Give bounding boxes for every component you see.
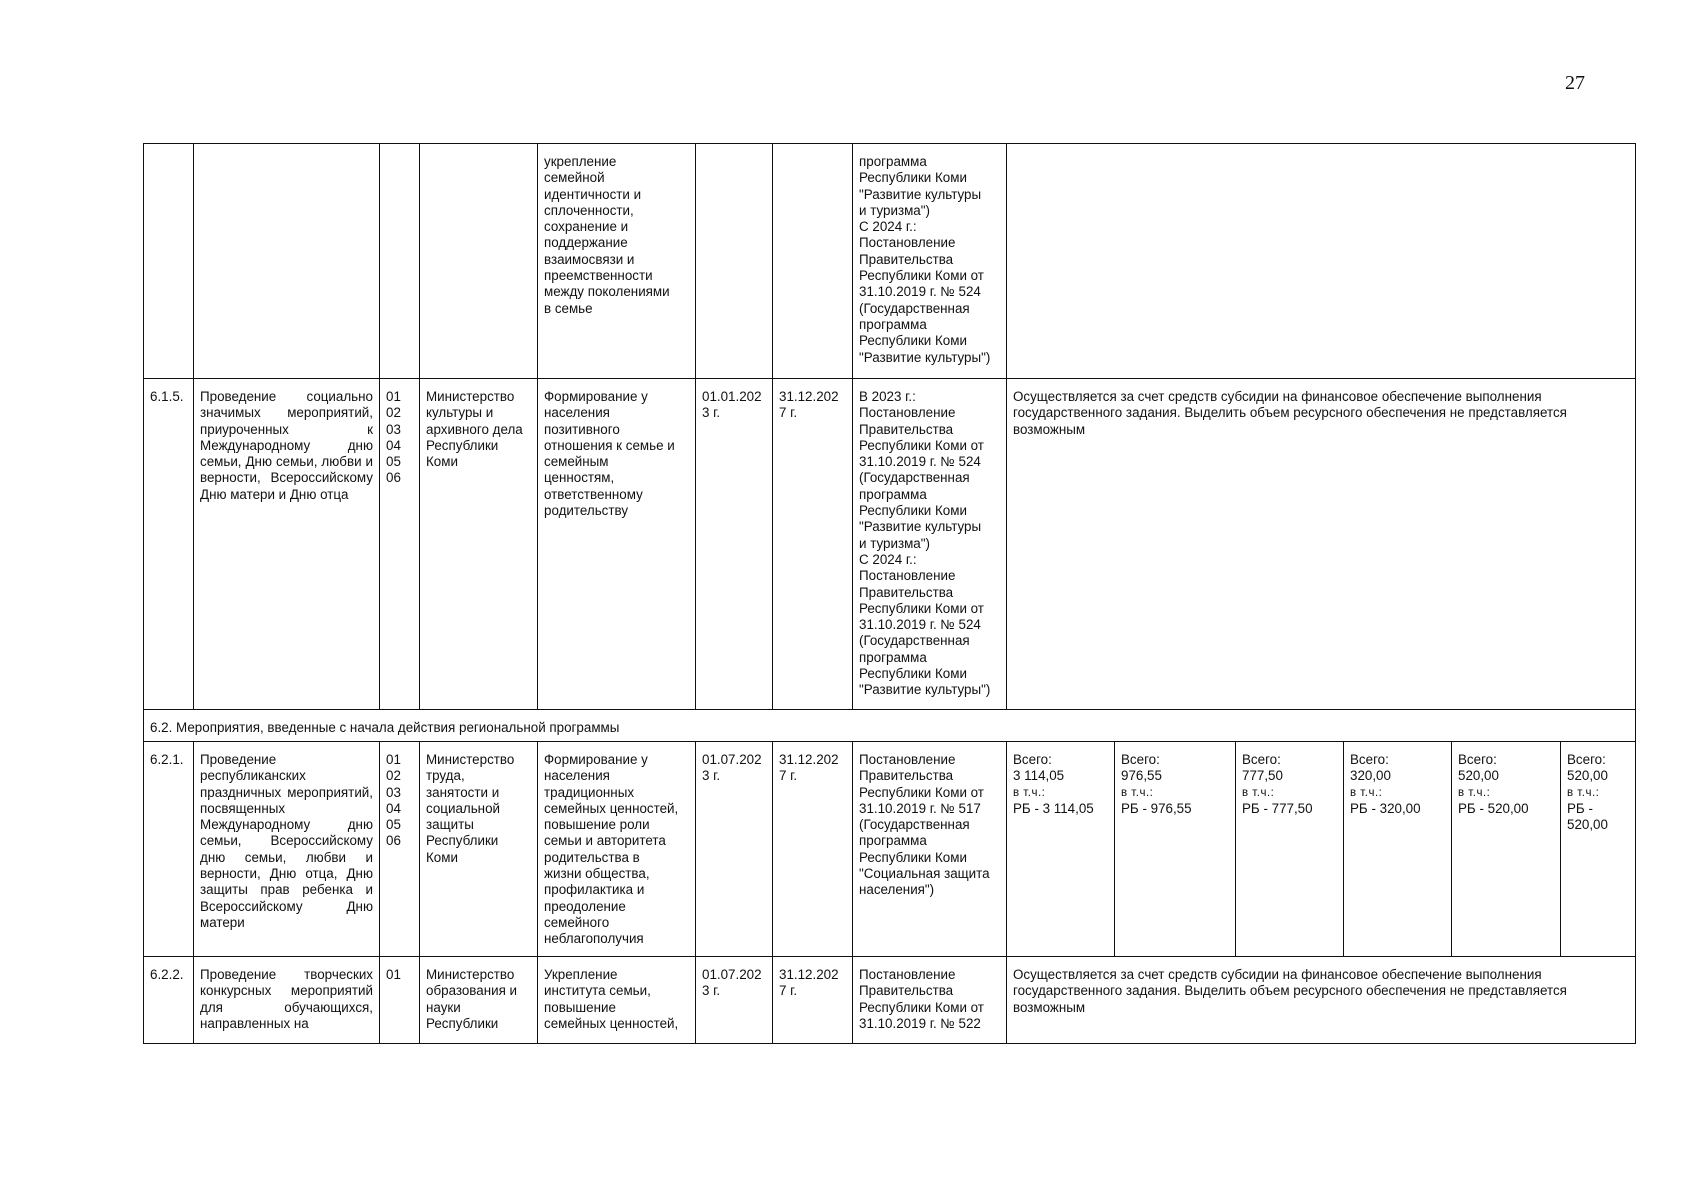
cell-codes: 01 bbox=[380, 957, 420, 1044]
cell-start bbox=[696, 144, 773, 379]
cell-financing: Осуществляется за счет средств субсидии на финансовое обеспечение выполнения государственного задания. Выделить объем ресурсного обеспечения не представляется возможным bbox=[1007, 379, 1636, 710]
page-number: 27 bbox=[1565, 72, 1585, 94]
cell-end: 31.12.202 7 г. bbox=[773, 379, 853, 710]
cell-result: Формирование у населения традиционных семейных ценностей, повышение роли семьи и авторитета родительства в жизни общества, профилактика и преодоление семейного неблагополучия bbox=[538, 742, 696, 957]
cell-result: укрепление семейной идентичности и сплоченности, сохранение и поддержание взаимосвязи и преемственности между поколениями в семье bbox=[538, 144, 696, 379]
cell-financing-total: Всего: 3 114,05 в т.ч.: РБ - 3 114,05 bbox=[1007, 742, 1115, 957]
table-row-continuation bbox=[144, 144, 1636, 379]
cell-num bbox=[144, 144, 194, 379]
cell-codes: 01 02 03 04 05 06 bbox=[380, 379, 420, 710]
cell-financing-year: Всего: 520,00 в т.ч.: РБ - 520,00 bbox=[1452, 742, 1561, 957]
cell-name: Проведение творческих конкурсных мероприятий для обучающихся, направленных на bbox=[194, 957, 380, 1044]
table-row-6-2-2 bbox=[144, 957, 1636, 1044]
cell-basis: программа Республики Коми "Развитие культуры и туризма") С 2024 г.: Постановление Правительства Республики Коми от 31.10.2019 г. № 524 (Государственная программа Республики Коми "Развитие культуры") bbox=[853, 144, 1007, 379]
cell-financing: Осуществляется за счет средств субсидии на финансовое обеспечение выполнения государственного задания. Выделить объем ресурсного обеспечения не представляется возможным bbox=[1007, 957, 1636, 1044]
cell-basis: Постановление Правительства Республики Коми от 31.10.2019 г. № 522 bbox=[853, 957, 1007, 1044]
cell-num: 6.2.2. bbox=[144, 957, 194, 1044]
cell-financing-year: Всего: 520,00 в т.ч.: РБ - 520,00 bbox=[1561, 742, 1636, 957]
cell-result: Формирование у населения позитивного отношения к семье и семейным ценностям, ответственному родительству bbox=[538, 379, 696, 710]
cell-codes bbox=[380, 144, 420, 379]
table-row-6-1-5 bbox=[144, 379, 1636, 710]
cell-executor: Министерство труда, занятости и социальной защиты Республики Коми bbox=[420, 742, 538, 957]
cell-num: 6.2.1. bbox=[144, 742, 194, 957]
cell-start: 01.07.202 3 г. bbox=[696, 742, 773, 957]
cell-basis: В 2023 г.: Постановление Правительства Республики Коми от 31.10.2019 г. № 524 (Государственная программа Республики Коми "Развитие культуры и туризма") С 2024 г.: Постановление Правительства Республики Коми от 31.10.2019 г. № 524 (Государственная программа Республики Коми "Развитие культуры") bbox=[853, 379, 1007, 710]
section-row-6-2 bbox=[144, 710, 1636, 742]
cell-financing bbox=[1007, 144, 1636, 379]
cell-financing-year: Всего: 976,55 в т.ч.: РБ - 976,55 bbox=[1115, 742, 1236, 957]
cell-name: Проведение республиканских праздничных мероприятий, посвященных Международному дню семьи, Всероссийскому дню семьи, любви и верности, Дню отца, Дню защиты прав ребенка и Всероссийскому Дню матери bbox=[194, 742, 380, 957]
cell-num: 6.1.5. bbox=[144, 379, 194, 710]
cell-name bbox=[194, 144, 380, 379]
cell-start: 01.01.202 3 г. bbox=[696, 379, 773, 710]
cell-financing-year: Всего: 777,50 в т.ч.: РБ - 777,50 bbox=[1236, 742, 1344, 957]
cell-codes: 01 02 03 04 05 06 bbox=[380, 742, 420, 957]
cell-basis: Постановление Правительства Республики Коми от 31.10.2019 г. № 517 (Государственная программа Республики Коми "Социальная защита населения") bbox=[853, 742, 1007, 957]
cell-end: 31.12.202 7 г. bbox=[773, 957, 853, 1044]
cell-name: Проведение социально значимых мероприятий, приуроченных к Международному дню семьи, Дню семьи, любви и верности, Всероссийскому Дню матери и Дню отца bbox=[194, 379, 380, 710]
cell-executor: Министерство культуры и архивного дела Республики Коми bbox=[420, 379, 538, 710]
cell-result: Укрепление института семьи, повышение семейных ценностей, bbox=[538, 957, 696, 1044]
cell-end bbox=[773, 144, 853, 379]
section-title: 6.2. Мероприятия, введенные с начала действия региональной программы bbox=[144, 710, 1636, 742]
cell-executor bbox=[420, 144, 538, 379]
measures-table bbox=[143, 143, 1636, 1044]
cell-start: 01.07.202 3 г. bbox=[696, 957, 773, 1044]
cell-end: 31.12.202 7 г. bbox=[773, 742, 853, 957]
cell-financing-year: Всего: 320,00 в т.ч.: РБ - 320,00 bbox=[1344, 742, 1452, 957]
table-row-6-2-1 bbox=[144, 742, 1636, 957]
cell-executor: Министерство образования и науки Республики bbox=[420, 957, 538, 1044]
